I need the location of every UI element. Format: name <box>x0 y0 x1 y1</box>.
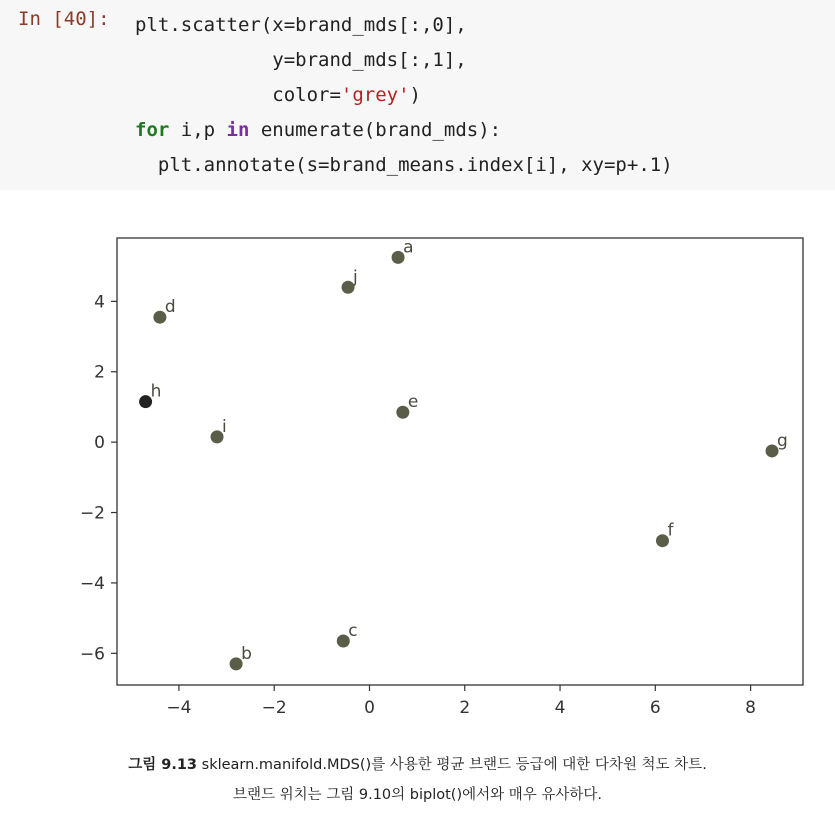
point-label: a <box>403 237 414 258</box>
code-line <box>135 113 673 148</box>
plot-area <box>0 190 835 750</box>
code-line <box>135 148 673 183</box>
code-line <box>135 43 673 78</box>
code-token: i,p <box>169 119 227 141</box>
plot-frame <box>117 238 803 685</box>
point-label: i <box>222 416 227 437</box>
y-tick-label: −4 <box>79 573 105 594</box>
caption-label: 그림 9.13 <box>128 757 198 773</box>
x-tick-label: −2 <box>261 698 287 718</box>
y-tick-label: −2 <box>79 503 105 524</box>
y-tick-label: 4 <box>94 292 105 313</box>
code-line <box>135 8 673 43</box>
x-tick-label: 6 <box>649 698 661 718</box>
x-tick-label: 0 <box>364 698 375 718</box>
code-token: color= <box>135 84 341 106</box>
point-label: e <box>407 392 419 413</box>
caption-line-1 <box>0 750 835 780</box>
y-tick-label: 0 <box>94 433 105 454</box>
cell-prompt: In [40]: <box>18 8 110 30</box>
code-block <box>135 8 673 183</box>
caption-text: sklearn.manifold.MDS()를 사용한 평균 브랜드 등급에 대한 다차원 척도 차트. <box>201 757 707 773</box>
code-line <box>135 78 673 113</box>
x-tick-label: −4 <box>166 698 192 718</box>
x-tick-label: 2 <box>459 698 471 718</box>
code-token: 'grey' <box>340 84 410 106</box>
code-token: for <box>135 119 170 141</box>
x-tick-label: 4 <box>554 698 566 718</box>
point-label: j <box>353 267 358 288</box>
code-token: in <box>226 119 250 141</box>
y-tick-label: 2 <box>94 362 105 383</box>
point-label: d <box>164 297 176 318</box>
point-label: c <box>348 621 358 642</box>
caption-line-2: 브랜드 위치는 그림 9.10의 biplot()에서와 매우 유사하다. <box>232 787 602 803</box>
code-token: plt.scatter(x=brand_mds[:,0], <box>135 14 467 36</box>
code-cell <box>0 0 835 190</box>
code-token: plt.annotate(s=brand_means.index[i], xy=p+.1) <box>135 154 673 176</box>
point-label: g <box>777 430 788 451</box>
figure-caption <box>0 750 835 810</box>
code-token: ) <box>409 84 421 106</box>
code-token: y=brand_mds[:,1], <box>135 49 467 71</box>
x-tick-label: 8 <box>745 698 757 718</box>
point-label: b <box>241 643 252 664</box>
point-label: h <box>150 381 162 402</box>
code-token: enumerate(brand_mds): <box>249 119 502 141</box>
scatter-chart <box>0 190 835 750</box>
y-tick-label: −6 <box>79 644 105 665</box>
point-label: f <box>667 520 674 541</box>
